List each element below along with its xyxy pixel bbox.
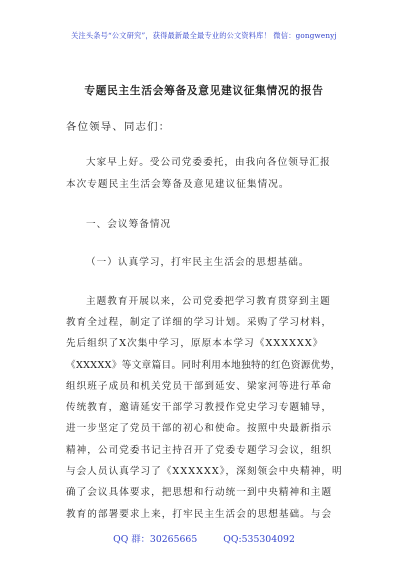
subsection-heading: （一）认真学习，打牢民主生活会的思想基础。 [86, 257, 310, 268]
contact-footer [0, 531, 408, 545]
body-line: 大家早上好。受公司党委委托，由我向各位领导汇报 [86, 157, 331, 168]
salutation: 各位领导、同志们： [66, 121, 171, 133]
body-line: 精神，公司党委书记主持召开了党委专题学习会议，组织 [66, 445, 333, 456]
section-heading: 一、会议筹备情况 [86, 219, 172, 230]
body-line: 进一步坚定了党员干部的初心和使命。按照中央最新指示 [66, 423, 333, 434]
body-line: 传统教育，邀请延安干部学习教授作党史学习专题辅导， [66, 402, 333, 413]
body-line: 主题教育开展以来，公司党委把学习教育贯穿到主题 [86, 296, 331, 307]
body-line: 确了会议具体要求，把思想和行动统一到中央精神和主题 [66, 487, 333, 498]
qq-contact-number: QQ:535304092 [223, 534, 295, 545]
body-line: 教育的部署要求上来，打牢民主生活会的思想基础。与会 [66, 509, 333, 520]
qq-group-number: QQ 群：30265665 [113, 534, 198, 545]
body-line: 本次专题民主生活会筹备及意见建议征集情况。 [66, 179, 290, 190]
body-line: 先后组织了X次集中学习，原原本本学习《XXXXXX》 [66, 338, 324, 349]
body-line: 与会人员认真学习了《XXXXXX》，深刻领会中央精神，明 [66, 466, 343, 477]
document-title: 专题民主生活会筹备及意见建议征集情况的报告 [84, 85, 324, 97]
body-line: 《XXXXX》等文章篇目。同时利用本地独特的红色资源优势， [66, 360, 341, 371]
body-line: 组织班子成员和机关党员干部到延安、梁家河等进行革命 [66, 381, 333, 392]
promo-banner: 关注头条号“公文研究”，获得最新最全最专业的公文资料库！ 微信：gongwenyj [71, 31, 337, 40]
body-line: 教育全过程，制定了详细的学习计划。采购了学习材料， [66, 317, 333, 328]
